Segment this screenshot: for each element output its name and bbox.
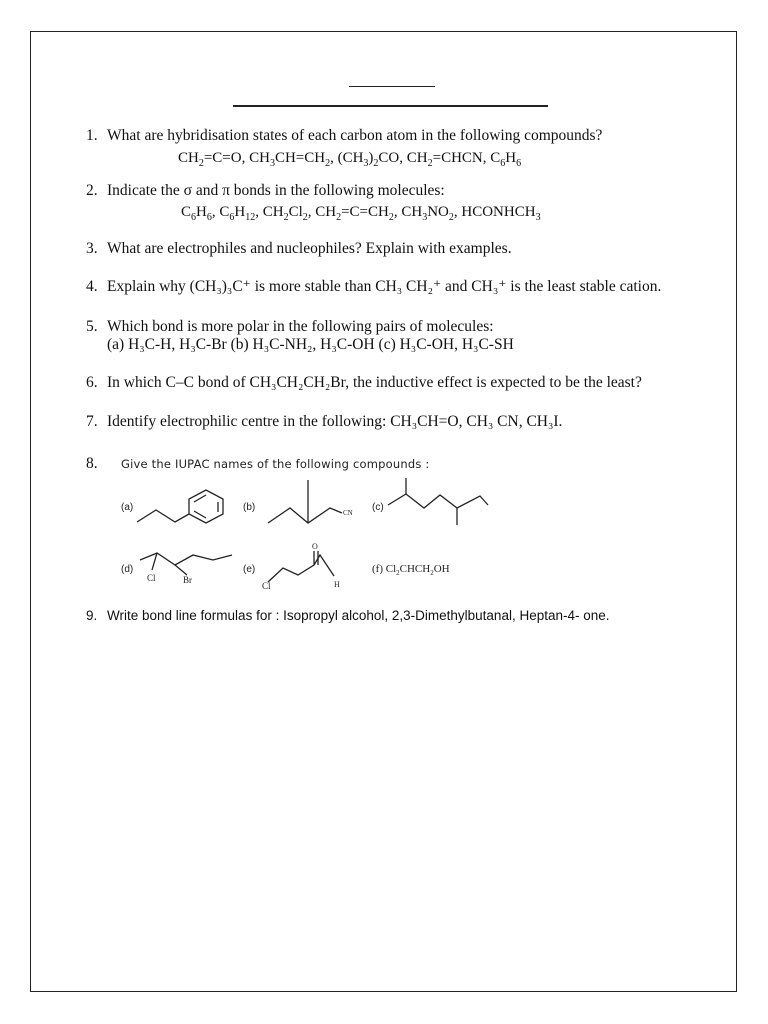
question-text: Give the IUPAC names of the following compounds : [121,457,430,471]
question-text: In which C–C bond of CH₃CH₂CH₂Br, the inductive effect is expected to be the least? [107,374,642,391]
question-text: Explain why (CH₃)₃C⁺ is more stable than CH₃ CH₂⁺ and CH₃⁺ is the least stable cation. [107,278,662,295]
q5-pairs: (a) H₃C-H, H₃C-Br (b) H₃C-NH₂, H₃C-OH (c) H₃C-OH, H₃C-SH [107,336,514,353]
structure-d-label: (d) [121,564,134,575]
structure-e-chain [268,555,334,582]
structure-f: (f) $Cl_2CHCH_2OH$ [372,563,450,578]
structure-d-br-label: Br [183,575,192,585]
structure-d-cl-label: Cl [147,573,156,583]
question-number: 4. [86,278,98,295]
structure-f-label: (f) [372,563,383,575]
structure-e-h-label: H [334,580,340,589]
question-number: 7. [86,413,98,430]
question-number: 9. [86,608,98,623]
question-number: 6. [86,374,98,391]
question-text: Write bond line formulas for : Isopropyl alcohol, 2,3-Dimethylbutanal, Heptan-4- one. [107,608,610,623]
structure-c-chain [388,494,488,508]
structure-a-label: (a) [121,502,134,513]
structure-d-br-bond [175,565,187,575]
question-text: What are electrophiles and nucleophiles? Explain with examples. [107,240,512,257]
question-text: Which bond is more polar in the following pairs of molecules: [107,318,494,335]
question-9 [86,607,610,625]
q2-molecules: $C_6H_6$, $C_6H_{12}$, $CH_2Cl_2$, $CH_2=C=CH_2$, $CH_3NO_2$, $HCONHCH_3$ [181,204,541,223]
structure-b-chain [268,508,342,523]
question-text: What are hybridisation states of each carbon atom in the following compounds? [107,127,603,144]
structure-c-label: (c) [372,502,384,513]
question-number: 2. [86,182,98,199]
structure-e-label: (e) [243,564,256,575]
question-number: 1. [86,127,98,144]
question-number: 5. [86,318,98,335]
structure-e-o-label: O [312,542,318,551]
question-number: 3. [86,240,98,257]
q1-compounds: $CH_2=C=O$, $CH_3CH=CH_2$, $(CH_3)_2CO$, $CH_2=CHCN$, $C_6H_6$ [178,150,522,169]
question-text: Indicate the σ and π bonds in the following molecules: [107,182,445,199]
structure-b-cn-label: CN [343,509,353,517]
structure-b-label: (b) [243,502,256,513]
structure-e-cl-label: Cl [262,581,271,591]
structure-a-chain [137,510,189,522]
structure-d-cl-bond [152,553,157,570]
question-text: Identify electrophilic centre in the following: CH₃CH=O, CH₃ CN, CH₃I. [107,413,563,430]
question-number: 8. [86,455,98,472]
